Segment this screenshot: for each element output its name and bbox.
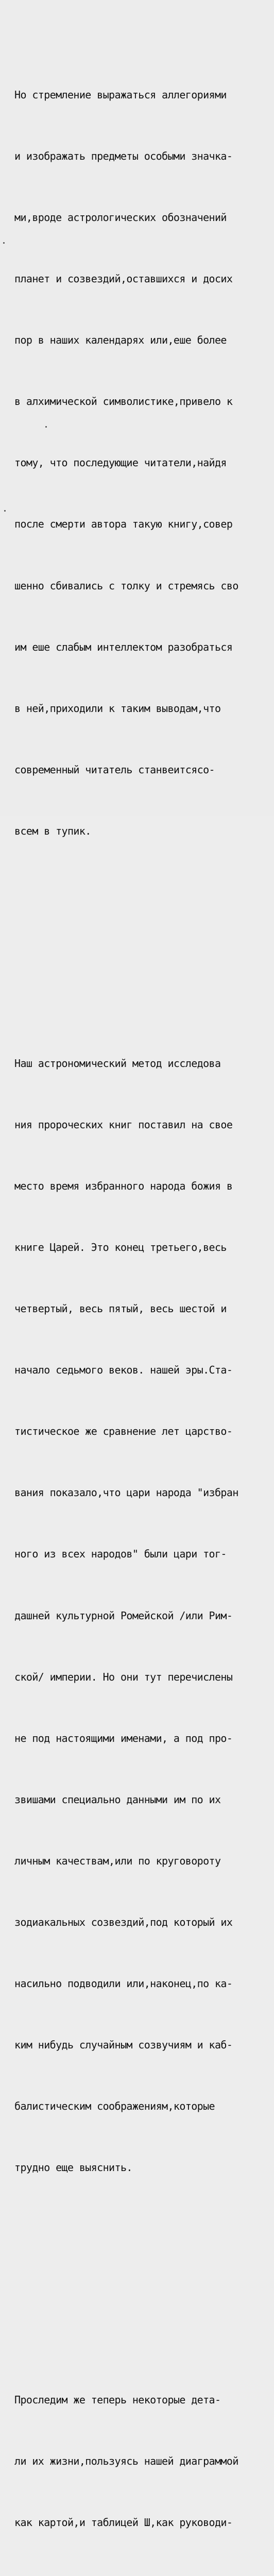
- text-line: ми,вроде астрологических обозначений: [14, 211, 227, 224]
- text-line: им еше слабым интеллектом разобраться: [14, 640, 233, 653]
- text-line: Наш астрономический метод исследова: [14, 1057, 221, 1070]
- text-line: четвертый, весь пятый, весь шестой и: [14, 1302, 227, 1315]
- text-line: пор в наших календарях или,еше более: [14, 334, 227, 347]
- text-line: в ней,приходили к таким выводам,что: [14, 702, 221, 715]
- text-line: книге Царей. Это конец третьего,весь: [14, 1241, 227, 1253]
- text-line: ким нибудь случайным созвучиям и каб-: [14, 2039, 233, 2052]
- paragraph-gap: [14, 2281, 267, 2288]
- text-line: как картой,и таблицей Ш,как руководи-: [14, 2516, 233, 2529]
- text-line: не под настоящими именами, а под про-: [14, 1732, 233, 1744]
- text-line: после смерти автора такую книгу,совер: [14, 518, 233, 531]
- text-line: тому, что последующие читатели,найдя: [14, 456, 227, 469]
- paragraph: [14, 1012, 267, 2219]
- paragraph: [14, 2349, 267, 2576]
- text-line: Проследим же теперь некоторые дета-: [14, 2394, 221, 2406]
- text-line: звишами специально данными им по их: [14, 1793, 221, 1806]
- text-line: тистическое же сравнение лет царство-: [14, 1425, 233, 1438]
- text-line: всем в тупик.: [14, 824, 91, 837]
- text-line: место время избранного народа божия в: [14, 1179, 233, 1192]
- text-line: балистическим соображениям,которые: [14, 2100, 215, 2113]
- ink-speck: [3, 242, 5, 244]
- paragraph: [14, 44, 267, 883]
- text-line: начало седьмого веков. нашей эры.Ста-: [14, 1364, 233, 1377]
- text-line: планет и созвездий,оставшихся и досих: [14, 273, 233, 285]
- text-line: современный читатель станвеитсясо-: [14, 763, 215, 776]
- text-line: и изображать предметы особыми значка-: [14, 149, 233, 162]
- ink-speck: [4, 510, 6, 512]
- text-line: [14, 2574, 267, 2576]
- text-line: ния пророческих книг поставил на свое: [14, 1118, 233, 1131]
- text-line: трудно еще выяснить.: [14, 2161, 132, 2174]
- text-line: Но стремление выражаться аллегориями: [14, 88, 227, 101]
- typewritten-text: [14, 3, 267, 2576]
- text-line: ской/ империи. Но они тут перечислены: [14, 1670, 233, 1683]
- text-line: в алхимической символистике,привело к: [14, 395, 233, 408]
- text-line: личным качествам,или по круговороту: [14, 1854, 221, 1867]
- text-line: дашней культурной Ромейской /или Рим-: [14, 1609, 233, 1622]
- text-line: ли их жизни,пользуясь нашей диаграммой: [14, 2455, 238, 2468]
- text-line: вания показало,что цари народа "избран: [14, 1486, 238, 1499]
- text-line: ного из всех народов" были цари тог-: [14, 1548, 227, 1561]
- paragraph-gap: [14, 944, 267, 951]
- text-line: зодиакальных созвездий,под который их: [14, 1916, 233, 1928]
- text-line: насильно подводили или,наконец,по ка-: [14, 1977, 233, 1990]
- text-line: шенно сбивались с толку и стремясь сво: [14, 579, 238, 592]
